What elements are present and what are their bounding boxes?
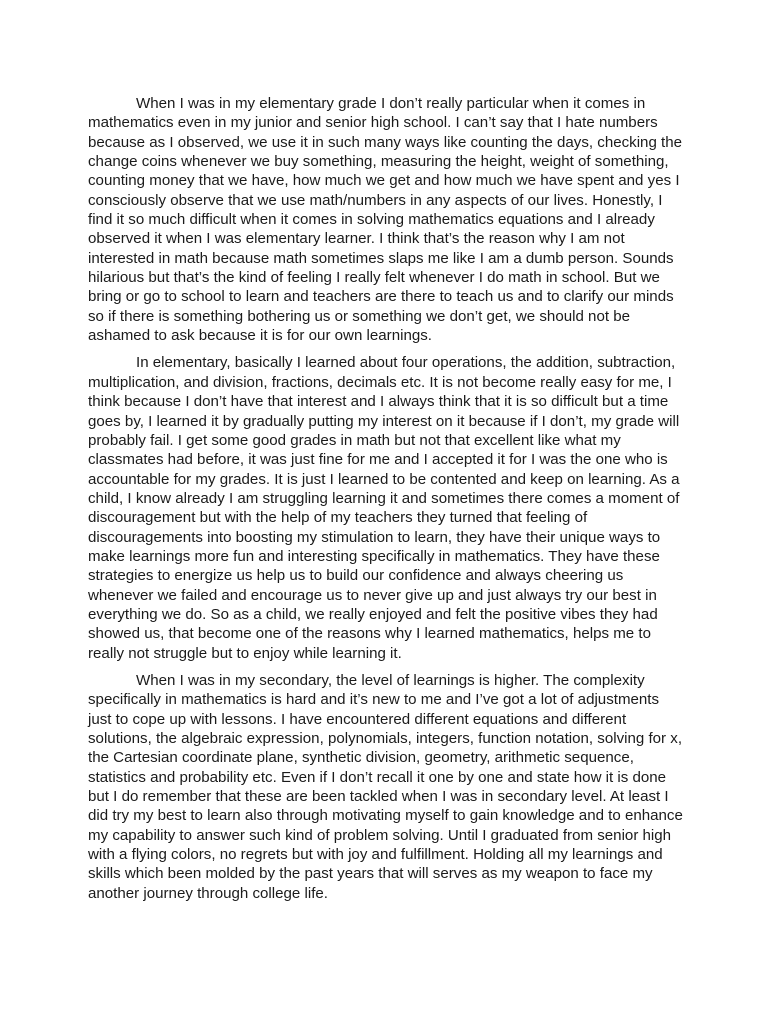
- paragraph-elementary-experience: When I was in my elementary grade I don’t really particular when it comes in mathematics even in my junior and senior high school. I can’t say that I hate numbers because as I observed, we use it in such many ways like counting the days, checking the change coins whenever we buy something, measuring the height, weight of something, counting money that we have, how much we get and how much we have spent and yes I consciously observe that we use math/numbers in any aspects of our lives. Honestly, I find it so much difficult when it comes in solving mathematics equations and I already observed it when I was elementary learner. I think that’s the reason why I am not interested in math because math sometimes slaps me like I am a dumb person. Sounds hilarious but that’s the kind of feeling I really felt whenever I do math in school. But we bring or go to school to learn and teachers are there to teach us and to clarify our minds so if there is something bothering us or something we don’t get, we should not be ashamed to ask because it is for our own learnings.: [88, 95, 683, 345]
- paragraph-elementary-learning: In elementary, basically I learned about four operations, the addition, subtraction, multiplication, and division, fractions, decimals etc. It is not become really easy for me, I think because I don’t have that interest and I always think that it is so difficult but a time goes by, I learned it by gradually putting my interest on it because if I don’t, my grade will probably fail. I get some good grades in math but not that excellent like what my classmates had before, it was just fine for me and I accepted it for I was the one who is accountable for my grades. It is just I learned to be contented and keep on learning. As a child, I know already I am struggling learning it and sometimes there comes a moment of discouragement but with the help of my teachers they turned that feeling of discouragements into boosting my stimulation to learn, they have their unique ways to make learnings more fun and interesting specifically in mathematics. They have these strategies to energize us help us to build our confidence and always cheering us whenever we failed and encourage us to never give up and just always try our best in everything we do. So as a child, we really enjoyed and felt the positive vibes they had showed us, that become one of the reasons why I learned mathematics, helps me to really not struggle but to enjoy while learning it.: [88, 354, 680, 662]
- essay-body: [88, 94, 686, 911]
- paragraph-secondary-learning: When I was in my secondary, the level of learnings is higher. The complexity specifically in mathematics is hard and it’s new to me and I’ve got a lot of adjustments just to cope up with lessons. I have encountered different equations and different solutions, the algebraic expression, polynomials, integers, function notation, solving for x, the Cartesian coordinate plane, synthetic division, geometry, arithmetic sequence, statistics and probability etc. Even if I don’t recall it one by one and state how it is done but I do remember that these are been tackled when I was in secondary level. At least I did try my best to learn also through motivating myself to gain knowledge and to enhance my capability to answer such kind of problem solving. Until I graduated from senior high with a flying colors, no regrets but with joy and fulfillment. Holding all my learnings and skills which been molded by the past years that will serves as my weapon to face my another journey through college life.: [88, 671, 683, 902]
